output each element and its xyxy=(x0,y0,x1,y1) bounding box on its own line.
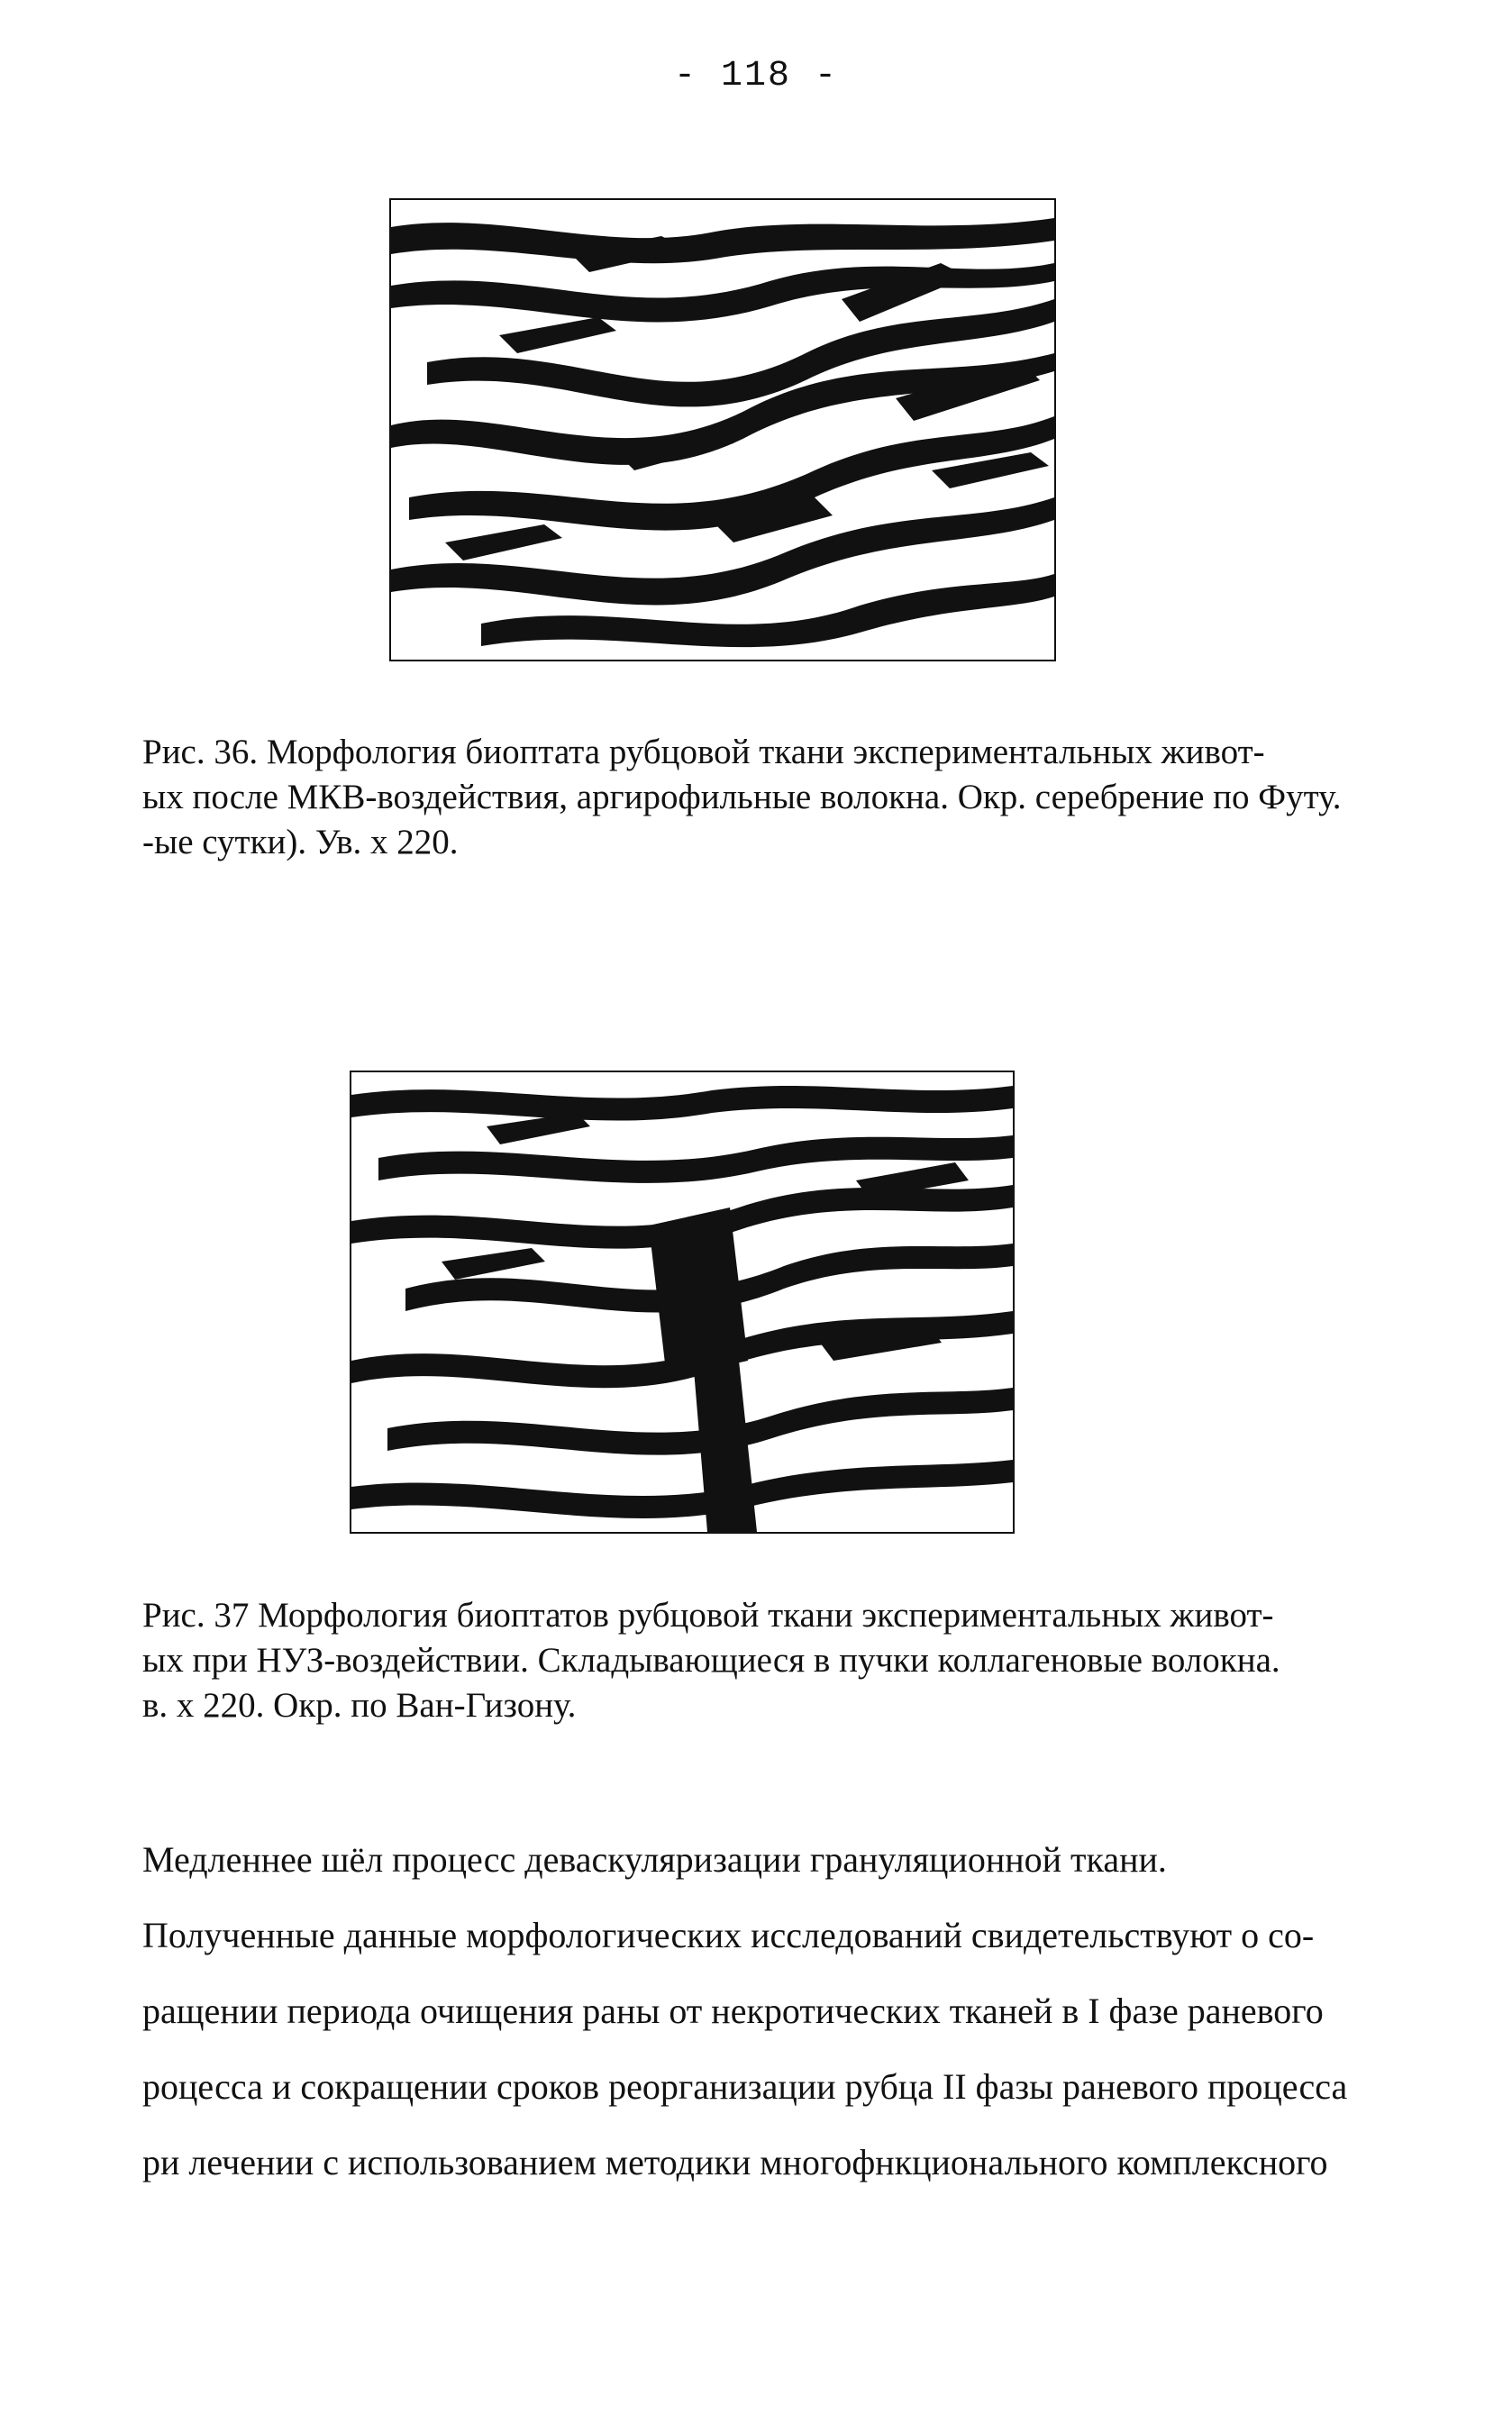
caption-line: Рис. 37 Морфология биоптатов рубцовой ткани экспериментальных живот- xyxy=(142,1596,1274,1635)
paragraph-line: Полученные данные морфологических исследований свидетельствуют о со- xyxy=(142,1915,1315,1955)
figure-36-micrograph xyxy=(389,198,1056,661)
figure-37-caption xyxy=(142,1593,1440,1728)
paragraph-line: ри лечении с использованием методики многофнкционального комплексного xyxy=(142,2142,1328,2182)
page-number: - 118 - xyxy=(673,56,839,96)
fiber-texture-image xyxy=(391,200,1054,660)
paragraph-line: Медленнее шёл процесс деваскуляризации грануляционной ткани. xyxy=(142,1839,1167,1880)
figure-37-micrograph xyxy=(350,1071,1015,1534)
caption-line: ых после МКВ-воздействия, аргирофильные волокна. Окр. серебрение по Футу. xyxy=(142,778,1342,816)
fiber-texture-image xyxy=(351,1072,1013,1532)
caption-line: Рис. 36. Морфология биоптата рубцовой ткани экспериментальных живот- xyxy=(142,733,1265,771)
body-text xyxy=(142,1838,1422,2217)
caption-line: -ые сутки). Ув. х 220. xyxy=(142,823,459,861)
caption-line: в. х 220. Окр. по Ван-Гизону. xyxy=(142,1686,577,1725)
figure-36-caption xyxy=(142,730,1440,865)
caption-line: ых при НУЗ-воздействии. Складывающиеся в пучки коллагеновые волокна. xyxy=(142,1641,1280,1680)
paragraph-line: роцесса и сокращении сроков реорганизации рубца II фазы раневого процесса xyxy=(142,2066,1348,2107)
paragraph-line: ращении периода очищения раны от некротических тканей в I фазе раневого xyxy=(142,1991,1324,2031)
